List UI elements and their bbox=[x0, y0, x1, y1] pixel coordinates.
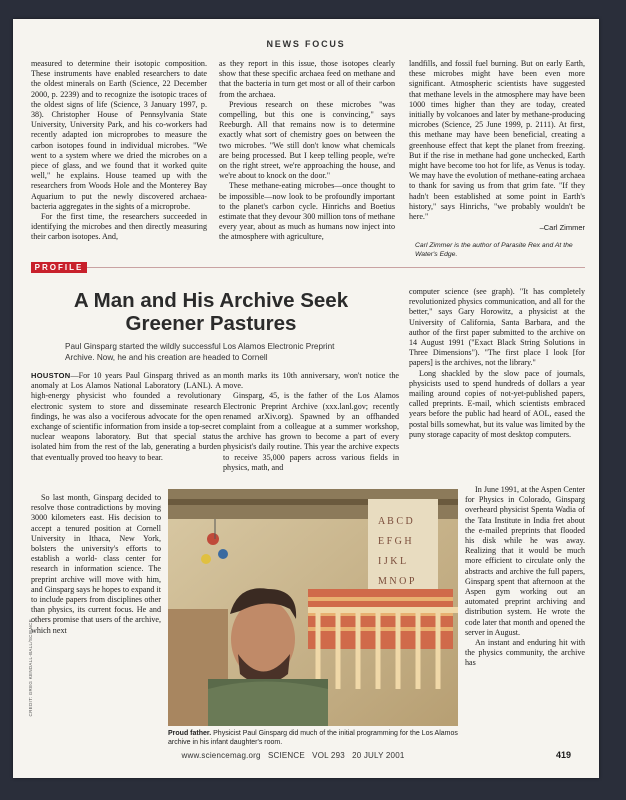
profile-column-1-lower bbox=[31, 493, 161, 636]
profile-column-3 bbox=[409, 287, 585, 440]
svg-text:E F G H: E F G H bbox=[378, 536, 412, 547]
caption-text: Physicist Paul Ginsparg did much of the initial programming for the Los Alamos archive in his infant daughter's room. bbox=[168, 730, 458, 746]
paragraph: landfills, and fossil fuel burning. But on early Earth, these microbes might have been even more significant. Atmospheric scientists have suggested that methane levels in the atmosphere may have been 1000 times higher than they are today, created initially by volcanoes and later by methane-producing microbes (Science, 25 June 1999, p. 2111). At first, this methane may have been beneficial, creating a greenhouse effect that kept the planet from freezing. But if the rise in methane had gone unchecked, Earth might have become too hot for life, as Venus is today. We may have the evolution of methane-eating archaea to thank for saving us from that grim fate. "If they hadn't been established at some point in Earth's history," says Hinrichs, "we probably wouldn't be here." bbox=[409, 59, 585, 222]
dateline: HOUSTON bbox=[31, 371, 71, 380]
paragraph: Long shackled by the slow pace of journals, physicists used to spend hundreds of dollars a year mailing around copies of not-yet-published papers, called preprints. E-mail, which scientists embraced years before the public had heard of AOL, eased the postal bills somewhat, but its value was limited by the puny storage capacity of most desktop computers. bbox=[409, 368, 585, 439]
article-headline: A Man and His Archive Seek Greener Pastures bbox=[73, 289, 349, 335]
profile-column-1-upper bbox=[31, 371, 221, 463]
author-signature: –Carl Zimmer bbox=[539, 223, 585, 233]
profile-tag: PROFILE bbox=[31, 262, 87, 273]
paragraph: measured to determine their isotopic composition. These instruments have enabled researchers to date the oldest minerals on Earth (Science, 22 December 2000, p. 2239) and to recognize the isotopic traces of the oldest signs of life (Science, 3 January 1997, p. 38). Christopher House of Pennsylvania State University, University Park, and his co-workers had recently adapted ion microprobes to measure the carbon isotopes found in individual microbes. "We went to a system where we dried the microbes on a piece of glass, and we found that it worked quite well," he explains. House teamed up with the researchers from Woods Hole and the Monterey Bay Aquarium to put the newly discovered archaea-bacteria aggregates in the sights of a microprobe. bbox=[31, 59, 207, 211]
page-footer: www.sciencemag.org SCIENCE VOL 293 20 JULY 2001 bbox=[181, 751, 405, 760]
paragraph: In June 1991, at the Aspen Center for Physics in Colorado, Ginsparg overheard physicist Spenta Wadia of the Tata Institute in India fret about the e-mailed preprints that flooded his disk while he was away. Realizing that it would be much more efficient to circulate only the abstracts and archive the full papers, Ginsparg spent that afternoon at the Aspen gym working out an automated preprint archiving and distribution system. He wrote the code later that month and opened the server in August. bbox=[465, 485, 585, 637]
top-article-column-3 bbox=[409, 59, 585, 233]
caption-lead: Proud father. bbox=[168, 730, 212, 737]
top-article-column-1 bbox=[31, 59, 207, 243]
article-deck: Paul Ginsparg started the wildly successful Los Alamos Electronic Preprint Archive. Now, he and his creation are headed to Cornell bbox=[65, 342, 335, 362]
top-article-column-2 bbox=[219, 59, 395, 243]
article-photo bbox=[168, 489, 458, 726]
paragraph: These methane-eating microbes—once thought to be impossible—now look to be profoundly important to the planet's carbon cycle. Hinrichs and Boetius estimate that they devour 300 million tons of methane every year, about as much as humans now inject into the atmosphere with agriculture, bbox=[219, 181, 395, 242]
paragraph: Previous research on these microbes "was compelling, but this one is convincing," says Reeburgh. All that remains now is to determine exactly what sort of chemistry goes on between the two microbes. "We still don't know what chemicals are being processed. But I keep telling people, we're on the right street, we're approaching the house, and we're about to knock on the door." bbox=[219, 99, 395, 181]
svg-text:A B C D: A B C D bbox=[378, 516, 413, 527]
paragraph: An instant and enduring hit with the physics community, the archive has bbox=[465, 638, 585, 668]
page-number: 419 bbox=[556, 750, 572, 760]
paragraph: month marks its 10th anniversary, won't notice the move. bbox=[223, 371, 399, 391]
paragraph: For the first time, the researchers succeeded in identifying the microbes and then directly measuring their carbon isotopes. And, bbox=[31, 212, 207, 242]
paragraph: as they report in this issue, those isotopes clearly show that these specific archaea feed on methane and that the bacteria in turn get most or all of their carbon from the archaea. bbox=[219, 59, 395, 99]
svg-text:I J K L: I J K L bbox=[378, 556, 407, 567]
section-header: NEWS FOCUS bbox=[266, 39, 346, 49]
photo-credit: CREDIT: GREG KENDALL-BALL/SCIENCE bbox=[28, 619, 33, 717]
magazine-page bbox=[13, 19, 599, 778]
photo-caption bbox=[168, 729, 458, 747]
paragraph: So last month, Ginsparg decided to resolve those contradictions by moving 3000 kilometers east. His decision to accept a tenured position at Cornell University in Ithaca, New York, bolsters the university's efforts to establish a world- class center for research in information science. The preprint archive will move with him, and Ginsparg says he hopes to expand it to include papers from disciplines other than physics, its current focus. He and others promise that users of the archive, which next bbox=[31, 493, 162, 635]
section-divider bbox=[31, 267, 585, 268]
profile-column-2 bbox=[223, 371, 399, 473]
svg-text:M N O P: M N O P bbox=[378, 576, 415, 587]
profile-column-3-lower bbox=[465, 485, 585, 669]
photo-illustration bbox=[168, 489, 458, 726]
paragraph: computer science (see graph). "It has completely revolutionized physics communication, and all for the better," says Gary Horowitz, a physicist at the University of California, Santa Barbara, and the author of the first paper submitted to the archive on 14 August 1991 ("Exact Black String Solutions in Three Dimensions"). "The first place I look [for papers] is the archives, not the library." bbox=[409, 287, 585, 368]
author-bio: Carl Zimmer is the author of Parasite Rex and At the Water's Edge. bbox=[415, 242, 573, 258]
paragraph: Ginsparg, 45, is the father of the Los Alamos Electronic Preprint Archive (xxx.lanl.gov; recently renamed arXiv.org). Spawned by an offhanded complaint from a colleague at a summer workshop, the archive has grown to become a part of every physicist's daily routine. This year the archive expects to receive 35,000 papers across various fields in physics, math, and bbox=[223, 391, 399, 472]
lead-text: —For 10 years Paul Ginsparg thrived as an anomaly at Los Alamos National Laboratory (LANL). A high-energy physicist who founded a revolutionary electronic system to store and disseminate research findings, he was also a vociferous advocate for the open exchange of scientific information from inside a top-secret nuclear weapons laboratory. But that special status isolated him from the rest of the lab, generating a burden that eventually proved too heavy to bear. bbox=[31, 371, 221, 462]
paragraph bbox=[31, 371, 221, 463]
